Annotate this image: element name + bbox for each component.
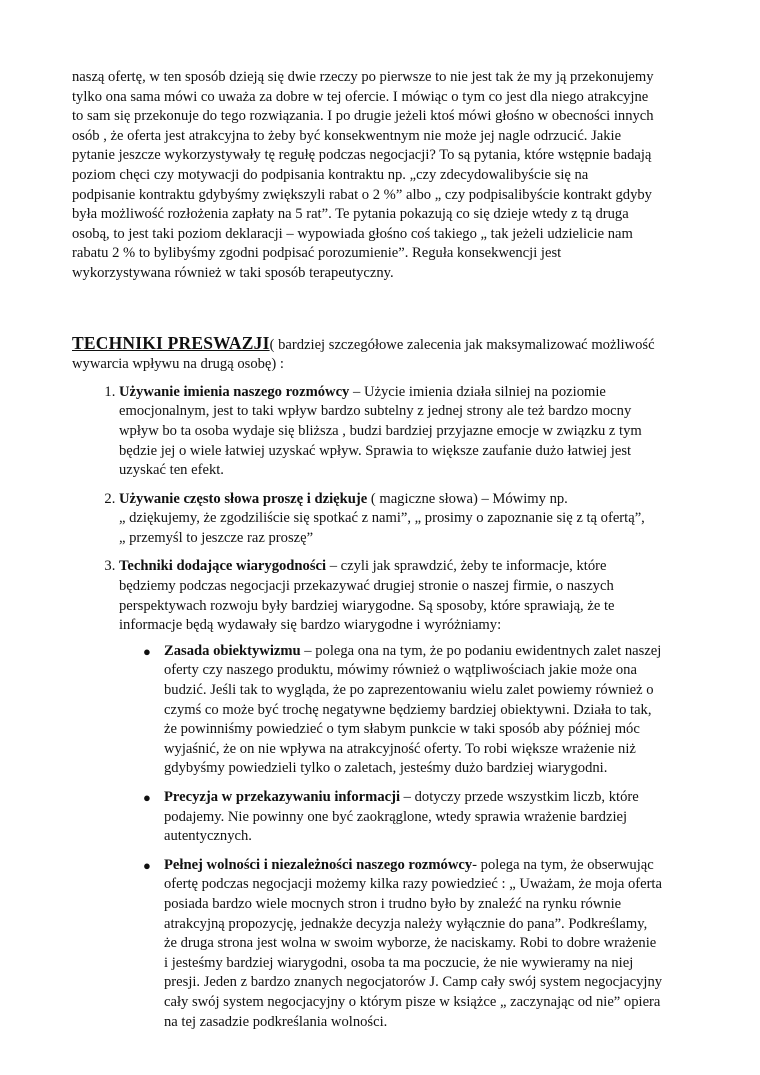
bullet-text: podajemy. Nie powinny one być zaokrąglone, wtedy sprawia wrażenie bardziej xyxy=(164,808,628,825)
item-text: będziemy podczas negocjacji przekazywać drugiej stronie o naszej firmie, o naszych xyxy=(119,578,614,595)
credibility-bullets xyxy=(119,642,692,1032)
item-text: ( magiczne słowa) – Mówimy np. xyxy=(367,490,568,507)
bullet-icon: ● xyxy=(143,857,151,873)
bullet-icon: ● xyxy=(143,790,151,805)
bullet-text: że powinniśmy powiedzieć o tym słabym punkcie w taki sposób aby później móc xyxy=(164,721,640,738)
bullet-text: budzić. Jeśli tak to wygląda, że po zaprezentowaniu wielu zalet powiemy również o xyxy=(164,682,654,699)
bullet-item xyxy=(143,788,692,847)
bullet-text: autentycznych. xyxy=(164,828,252,845)
section-heading xyxy=(72,334,692,375)
bullet-text: na tej zasadzie podkreślania wolności. xyxy=(164,1013,388,1030)
document-page xyxy=(72,68,692,1041)
list-item xyxy=(119,557,692,1032)
intro-line: to sam się przekonuje do tego rozwiązania. I po drugie jeżeli ktoś mówi głośno w obecności innych xyxy=(72,108,654,125)
list-item xyxy=(119,490,692,549)
bullet-text: posiada bardzo wiele mocnych stron i trudno było by znaleźć na rynku równie xyxy=(164,895,622,912)
item-text: perspektywach rozwoju były bardziej wiarygodne. Są sposoby, które sprawiają, że te xyxy=(119,597,615,614)
item-title: Używanie często słowa proszę i dziękuje xyxy=(119,490,368,507)
techniques-list xyxy=(72,383,692,1032)
item-text: wpływ bo ta osoba wydaje się bliższa , budzi bardziej przyjazne emocje w związku z tym xyxy=(119,422,642,439)
bullet-text: oferty czy naszego produktu, mówimy również o wątpliwościach jakie może ona xyxy=(164,662,637,679)
bullet-text: atrakcyjną propozycję, jednakże decyzja należy wyłącznie do pana”. Podkreślamy, xyxy=(164,915,648,932)
intro-paragraph xyxy=(72,68,692,284)
bullet-item xyxy=(143,856,692,1032)
bullet-text: że druga strona jest wolna w swoim wyborze, że naciskamy. Robi to dobre wrażenie xyxy=(164,935,657,952)
intro-line: osób , że oferta jest atrakcyjna to żeby być konsekwentnym nie może jej nagle odrzucić. Jakie xyxy=(72,127,622,144)
bullet-text: cały swój system negocjacyjny o którym pisze w książce „ zaczynając od nie” opiera xyxy=(164,993,661,1010)
intro-line: rabatu 2 % to bylibyśmy zgodni podpisać porozumienie”. Reguła konsekwencji jest xyxy=(72,245,562,262)
bullet-text: – dotyczy przede wszystkim liczb, które xyxy=(400,789,639,805)
intro-line: była możliwość rozłożenia zapłaty na 5 rat”. Te pytania pokazują co się dzieje wtedy z tą druga xyxy=(72,206,629,223)
item-title: Używanie imienia naszego rozmówcy xyxy=(119,383,350,400)
intro-line: osobą, to jest taki poziom deklaracji – wypowiada głośno coś takiego „ tak jeżeli udzielicie nam xyxy=(72,225,633,242)
bullet-title: Pełnej wolności i niezależności naszego rozmówcy xyxy=(164,856,473,873)
item-text: „ dziękujemy, że zgodziliście się spotkać z nami”, „ prosimy o zapoznanie się z tą ofertą”, xyxy=(119,510,645,527)
bullet-text: czymś co może być trochę negatywne będziemy bardziej obiektywni. Działa to tak, xyxy=(164,701,652,718)
intro-line: pytanie jeszcze wykorzystywały tę regułę podczas negocjacji? To są pytania, które wstępnie badają xyxy=(72,147,652,164)
bullet-text: ofertę podczas negocjacji możemy kilka razy powiedzieć : „ Uważam, że moja oferta xyxy=(164,876,662,893)
intro-line: podpisanie kontraktu gdybyśmy zwiększyli rabat o 2 %” albo „ czy podpisalibyście kontrakt gdyby xyxy=(72,186,652,203)
intro-line: naszą ofertę, w ten sposób dzieją się dwie rzeczy po pierwsze to nie jest tak że my ją przekonujemy xyxy=(72,69,654,85)
bullet-text: – polega ona na tym, że po podaniu ewidentnych zalet naszej xyxy=(300,642,662,659)
bullet-text: presji. Jeden z bardzo znanych negocjatorów J. Camp cały swój system negocjacyjny xyxy=(164,974,663,991)
item-text: uzyskać ten efekt. xyxy=(119,462,224,479)
bullet-title: Zasada obiektywizmu xyxy=(164,642,301,659)
item-title: Techniki dodające wiarygodności xyxy=(119,558,327,575)
bullet-text: - polega na tym, że obserwując xyxy=(472,856,654,873)
bullet-text: gdybyśmy powiedzieli tylko o zaletach, jesteśmy dużo bardziej wiarygodni. xyxy=(164,760,608,777)
item-text: będzie jej o wiele łatwiej uzyskać wpływ. Sprawia to większe zaufanie dużo łatwiej jest xyxy=(119,442,632,459)
item-text: – czyli jak sprawdzić, żeby te informacje, które xyxy=(326,558,607,575)
intro-line: wykorzystywana również w taki sposób terapeutyczny. xyxy=(72,264,394,281)
bullet-text: wyjaśnić, że on nie wpływa na atrakcyjność oferty. To robi większe wrażenie niż xyxy=(164,740,636,757)
bullet-icon: ● xyxy=(143,643,151,659)
item-text: – Użycie imienia działa silniej na poziomie xyxy=(349,383,606,400)
item-text: emocjonalnym, jest to taki wpływ bardzo subtelny z jednej strony ale też bardzo mocny xyxy=(119,403,632,420)
bullet-item xyxy=(143,642,692,779)
section-subtitle: ( bardziej szczegółowe zalecenia jak maksymalizować możliwość xyxy=(269,336,655,353)
item-text: „ przemyśl to jeszcze raz proszę” xyxy=(119,529,314,546)
section-subtitle-line: wywarcia wpływu na drugą osobę) : xyxy=(72,356,284,373)
item-text: informacje będą wydawały się bardzo wiarygodne i wyróżniamy: xyxy=(119,617,502,634)
intro-line: tylko ona sama mówi co uważa za dobre w tej ofercie. I mówiąc o tym co jest dla niego atrakcyjne xyxy=(72,88,649,105)
list-item xyxy=(119,383,692,481)
intro-line: poziom chęci czy motywacji do podpisania kontraktu np. „czy zdecydowalibyście się na xyxy=(72,166,589,183)
bullet-text: i jesteśmy bardziej wiarygodni, osoba ta ma poczucie, że nie wywieramy na niej xyxy=(164,954,634,971)
section-title: TECHNIKI PRESWAZJI xyxy=(72,332,270,353)
bullet-title: Precyzja w przekazywaniu informacji xyxy=(164,789,401,805)
